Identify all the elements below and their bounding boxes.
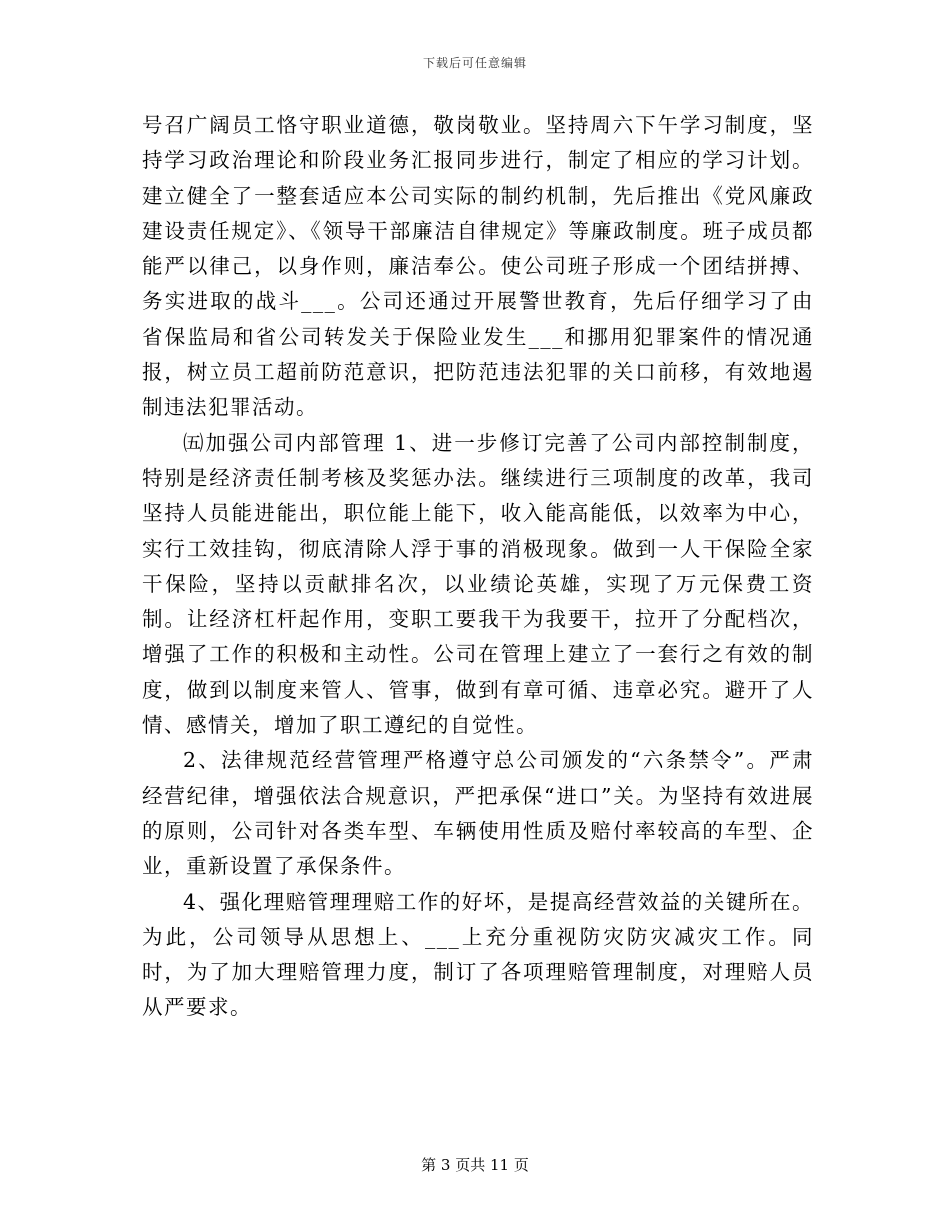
paragraph-2: ㈤加强公司内部管理 1、进一步修订完善了公司内部控制制度，特别是经济责任制考核及奖惩办法。继续进行三项制度的改革，我司坚持人员能进能出，职位能上能下，收入能高能低，以效率为中心，实行工效挂钩，彻底清除人浮于事的消极现象。做到一人干保险全家干保险，坚持以贡献排名次，以业绩论英雄，实现了万元保费工资制。让经济杠杆起作用，变职工要我干为我要干，拉开了分配档次，增强了工作的积极和主动性。公司在管理上建立了一套行之有效的制度，做到以制度来管人、管事，做到有章可循、违章必究。避开了人情、感情关，增加了职工遵纪的自觉性。 [142, 430, 814, 738]
document-body [142, 108, 814, 1026]
paragraph-1: 号召广阔员工恪守职业道德，敬岗敬业。坚持周六下午学习制度，坚持学习政治理论和阶段业务汇报同步进行，制定了相应的学习计划。建立健全了一整套适应本公司实际的制约机制，先后推出《党风廉政建设责任规定》、《领导干部廉洁自律规定》等廉政制度。班子成员都能严以律己，以身作则，廉洁奉公。使公司班子形成一个团结拼搏、务实进取的战斗___。公司还通过开展警世教育，先后仔细学习了由省保监局和省公司转发关于保险业发生___和挪用犯罪案件的情况通报，树立员工超前防范意识，把防范违法犯罪的关口前移，有效地遏制违法犯罪活动。 [142, 113, 814, 420]
page-footer: 第 3 页共 11 页 [421, 1156, 529, 1174]
paragraph-4: 4、强化理赔管理理赔工作的好坏，是提高经营效益的关键所在。为此，公司领导从思想上、___上充分重视防灾防灾减灾工作。同时，为了加大理赔管理力度，制订了各项理赔管理制度，对理赔人员从严要求。 [142, 889, 814, 1020]
paragraph-3: 2、法律规范经营管理严格遵守总公司颁发的“六条禁令”。严肃经营纪律，增强依法合规意识，严把承保“进口”关。为坚持有效进展的原则，公司针对各类车型、车辆使用性质及赔付率较高的车型、企业，重新设置了承保条件。 [142, 748, 814, 879]
page-header: 下载后可任意编辑 [422, 56, 527, 70]
